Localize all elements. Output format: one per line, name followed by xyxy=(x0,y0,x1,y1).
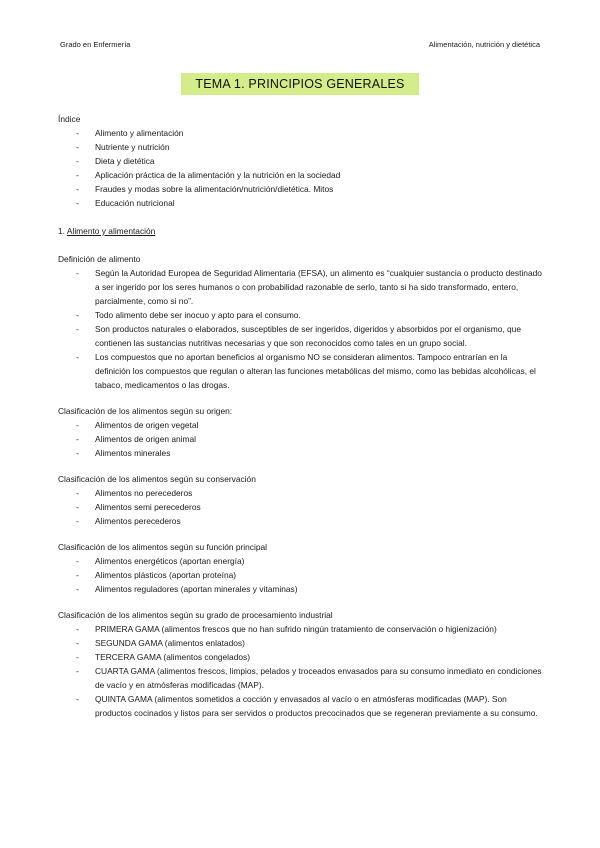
page-header xyxy=(60,40,540,49)
section-number: 1. xyxy=(58,226,65,236)
header-subject: Alimentación, nutrición y dietética xyxy=(428,40,540,49)
title-container xyxy=(0,73,600,95)
list-item: - CUARTA GAMA (alimentos frescos, limpios, pelados y troceados envasados para su consumo inmediato en condiciones de vacío y en atmósferas modificadas (MAP). xyxy=(58,664,544,692)
index-item: - Alimento y alimentación xyxy=(58,126,544,140)
list-item: - TERCERA GAMA (alimentos congelados) xyxy=(58,650,544,664)
list-item: - Alimentos minerales xyxy=(58,446,544,460)
page-title: TEMA 1. PRINCIPIOS GENERALES xyxy=(181,73,418,95)
function-classification-label: Clasificación de los alimentos según su función principal xyxy=(58,542,268,552)
index-label: Índice xyxy=(58,114,81,124)
definition-item: - Todo alimento debe ser inocuo y apto para el consumo. xyxy=(58,308,544,322)
origin-classification-label: Clasificación de los alimentos según su origen: xyxy=(58,406,233,416)
index-item: - Dieta y dietética xyxy=(58,154,544,168)
header-course: Grado en Enfermería xyxy=(60,40,131,49)
definition-item: - Según la Autoridad Europea de Seguridad Alimentaria (EFSA), un alimento es “cualquier sustancia o producto destinado a ser ingerido por los seres humanos o con probabilidad razonable de serlo, tanto si ha sido transformado, entero, parcialmente, como si no”. xyxy=(58,266,544,308)
section-title: Alimento y alimentación xyxy=(66,226,156,236)
section-heading xyxy=(58,224,544,238)
origin-classification-list xyxy=(58,418,544,460)
index-item: - Aplicación práctica de la alimentación y la nutrición en la sociedad xyxy=(58,168,544,182)
function-classification-list xyxy=(58,554,544,596)
list-item: - QUINTA GAMA (alimentos sometidos a cocción y envasados al vacío o en atmósferas modificadas (MAP). Son productos cocinados y listos para ser servidos o productos precocinados que se regeneran previamente a su consumo. xyxy=(58,692,544,720)
conservation-classification-list xyxy=(58,486,544,528)
index-item: - Educación nutricional xyxy=(58,196,544,210)
list-item: - Alimentos plásticos (aportan proteína) xyxy=(58,568,544,582)
processing-classification-list xyxy=(58,622,544,720)
list-item: - SEGUNDA GAMA (alimentos enlatados) xyxy=(58,636,544,650)
definition-label: Definición de alimento xyxy=(58,254,141,264)
conservation-classification-label: Clasificación de los alimentos según su conservación xyxy=(58,474,256,484)
index-item: - Nutriente y nutrición xyxy=(58,140,544,154)
list-item: - PRIMERA GAMA (alimentos frescos que no han sufrido ningún tratamiento de conservación o higienización) xyxy=(58,622,544,636)
index-item: - Fraudes y modas sobre la alimentación/nutrición/dietética. Mitos xyxy=(58,182,544,196)
definition-item: - Son productos naturales o elaborados, susceptibles de ser ingeridos, digeridos y absorbidos por el organismo, que contienen las sustancias nutritivas necesarias y que son reconocidos como tales en un grupo social. xyxy=(58,322,544,350)
document-body xyxy=(58,112,544,720)
processing-classification-label: Clasificación de los alimentos según su grado de procesamiento industrial xyxy=(58,610,333,620)
list-item: - Alimentos perecederos xyxy=(58,514,544,528)
list-item: - Alimentos no perecederos xyxy=(58,486,544,500)
list-item: - Alimentos de origen vegetal xyxy=(58,418,544,432)
list-item: - Alimentos energéticos (aportan energía) xyxy=(58,554,544,568)
definition-item: - Los compuestos que no aportan beneficios al organismo NO se consideran alimentos. Tampoco entrarían en la definición los compuestos que regulan o alteran las funciones metabólicas del mismo, como las bebidas alcohólicas, el tabaco, medicamentos o las drogas. xyxy=(58,350,544,392)
list-item: - Alimentos semi perecederos xyxy=(58,500,544,514)
definition-list xyxy=(58,266,544,392)
list-item: - Alimentos de origen animal xyxy=(58,432,544,446)
list-item: - Alimentos reguladores (aportan minerales y vitaminas) xyxy=(58,582,544,596)
index-list xyxy=(58,126,544,210)
